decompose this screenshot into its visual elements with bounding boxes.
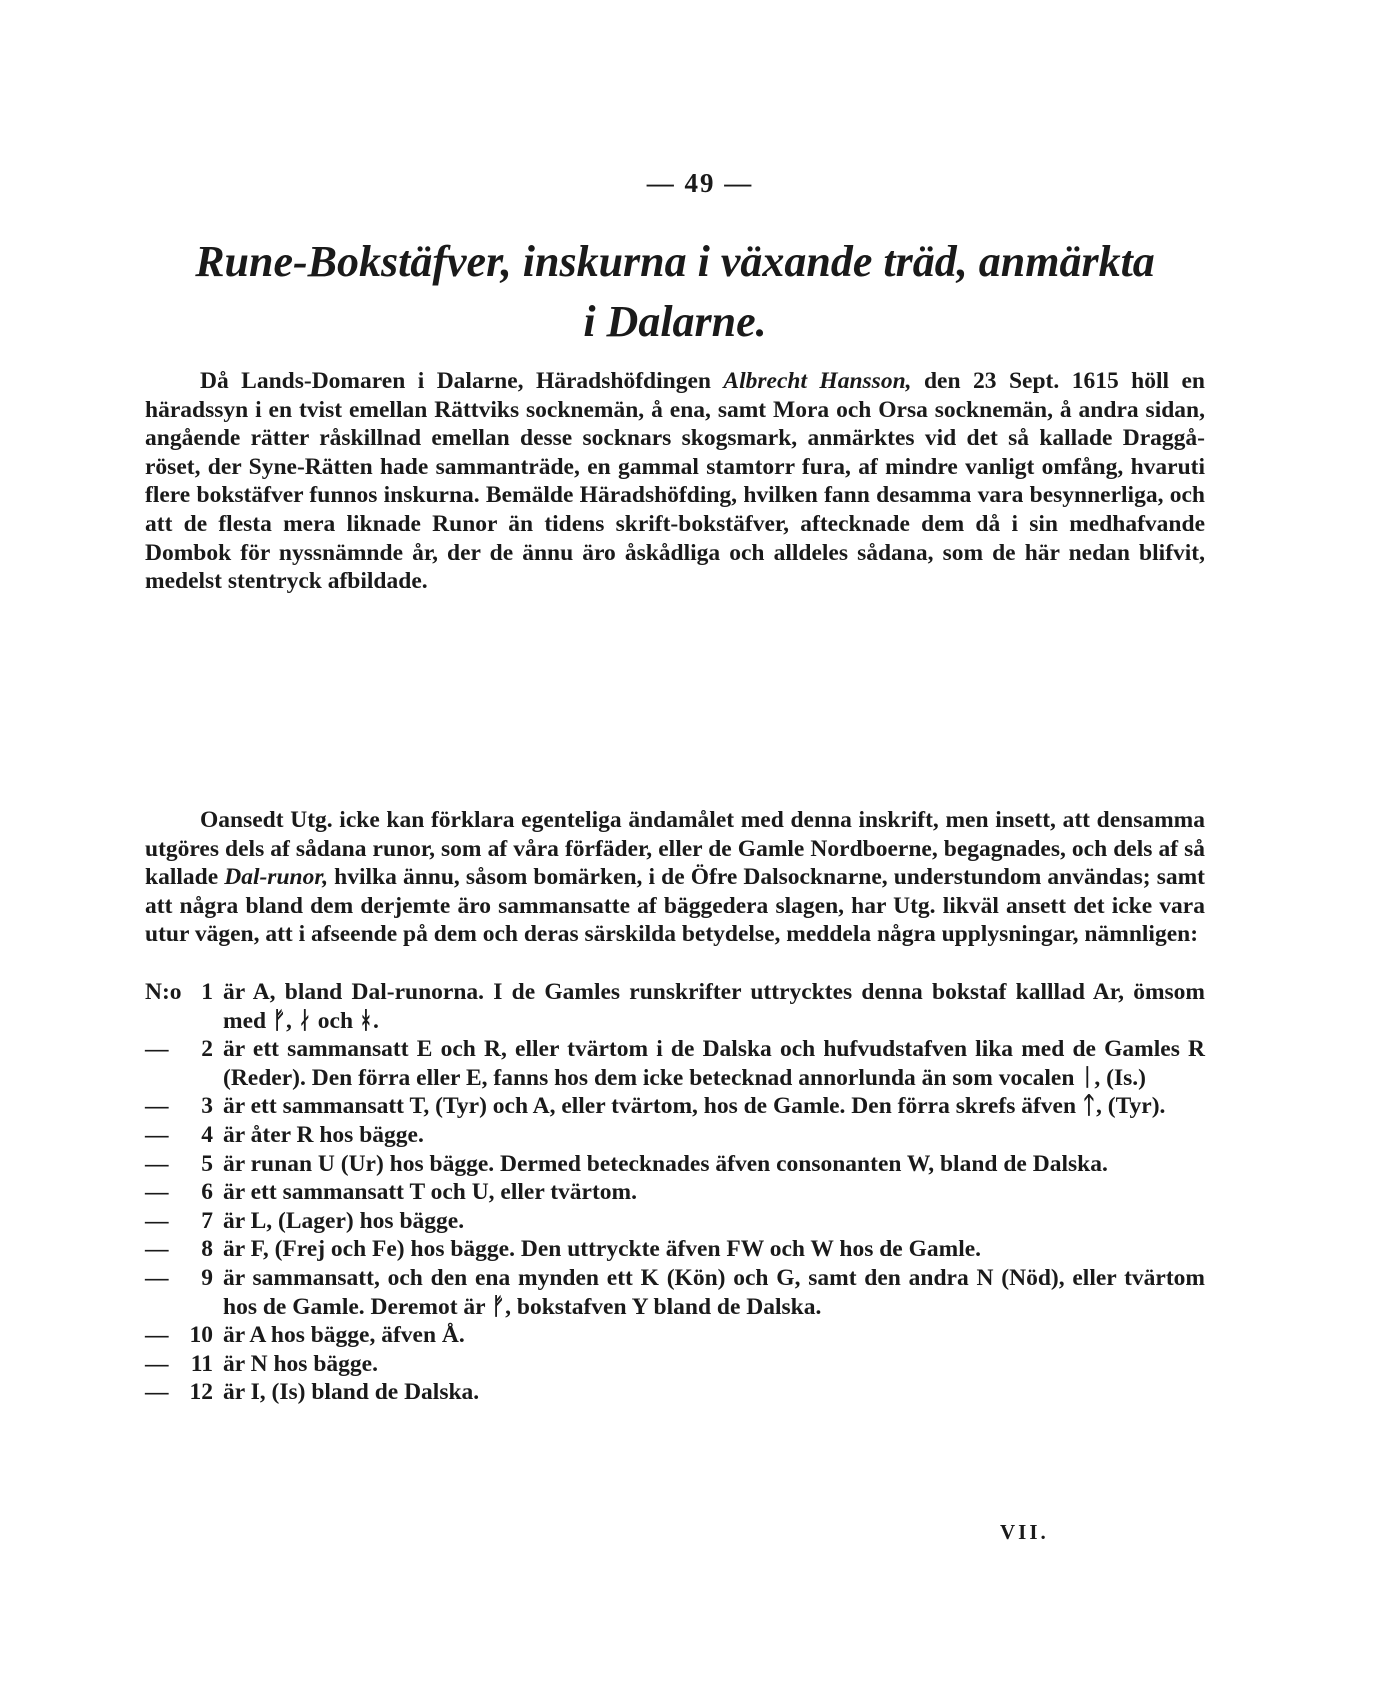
note-mark: N:o [145,979,182,1005]
note-mark: — [145,1350,169,1377]
paragraph-intro-rest: den 23 Sept. 1615 höll en häradssyn i en tvist emellan Rättviks socknemän, å ena, samt Mora och Orsa socknemän, å andra sidan, angående rätter råskillnad emellan desse socknars skogsmark, anmärktes vid det så kallade Draggå-röset, der Syne-Rätten hade sammanträde, en gammal stamtorr fura, af mindre vanligt omfång, hvaruti flere bokstäfver funnos inskurna. Bemälde Häradshöfding, hvilken fann desamma vara besynnerliga, och att de flesta mera liknade Runor än tidens skrift-bokstäfver, aftecknade dem då i sin medhafvande Dombok för nyssnämnde år, der de ännu äro åskådliga och alldeles sådana, som de här nedan blifvit, medelst stentryck afbildade. [145,368,1205,595]
note-text: är ett sammansatt E och R, eller tvärtom i de Dalska och hufvudstafven lika med de Gamles R (Reder). Den förra eller E, fanns hos dem icke betecknad annorlunda än som vocalen ᛁ, (Is.) [223,1036,1205,1091]
note-text: är N hos bägge. [223,1350,378,1377]
note-text: är sammansatt, och den ena mynden ett K (Kön) och G, samt den andra N (Nöd), eller tvärtom hos de Gamle. Deremot är ᚠ, bokstafven Y bland de Dalska. [223,1264,1205,1320]
note-number: 2 [201,1036,213,1063]
note-number: 1 [201,979,213,1005]
note-mark: — [145,1150,169,1177]
note-text: är A, bland Dal-runorna. I de Gamles runskrifter uttrycktes denna bokstaf kalllad Ar, ömsom med ᚠ, ᛅ och ᚼ. [223,979,1205,1034]
list-item [145,978,1205,1035]
note-number: 5 [201,1150,213,1177]
person-name: Albrecht Hansson, [723,368,912,394]
page-title [145,232,1205,352]
list-item [145,1378,1205,1407]
paragraph-intro [145,367,1205,596]
note-number: 11 [190,1350,213,1377]
signature-mark: VII. [1000,1520,1049,1544]
note-mark: — [145,1093,169,1120]
note-mark: — [145,1121,169,1148]
note-mark: — [145,1207,169,1234]
paragraph-intro-start: Då Lands-Domaren i Dalarne, Häradshöfdingen [200,368,724,394]
note-number: 10 [189,1322,213,1349]
note-text: är runan U (Ur) hos bägge. Dermed betecknades äfven consonanten W, bland de Dalska. [223,1150,1108,1177]
note-text: är I, (Is) bland de Dalska. [223,1379,480,1406]
note-number: 8 [201,1236,213,1263]
note-mark: — [145,1264,169,1291]
note-number: 3 [201,1093,213,1120]
list-item [145,1121,1205,1150]
list-item [145,1092,1205,1121]
note-text: är ett sammansatt T och U, eller tvärtom. [223,1179,638,1206]
title-line-2: i Dalarne. [583,297,767,346]
paragraph-explanation [145,806,1205,949]
list-item [145,1035,1205,1092]
dal-runor-term: Dal-runor, [224,864,329,891]
list-item [145,1178,1205,1207]
list-item [145,1264,1205,1321]
note-number: 4 [201,1121,213,1148]
note-number: 9 [201,1264,213,1291]
note-mark: — [145,1236,169,1263]
list-item [145,1235,1205,1264]
list-item [145,1207,1205,1236]
list-item [145,1350,1205,1379]
note-mark: — [145,1379,169,1406]
note-text: är ett sammansatt T, (Tyr) och A, eller tvärtom, hos de Gamle. Den förra skrefs äfven ᛏ, (Tyr). [223,1093,1166,1120]
note-mark: — [145,1322,169,1349]
note-mark: — [145,1179,169,1206]
note-text: är F, (Frej och Fe) hos bägge. Den uttryckte äfven FW och W hos de Gamle. [223,1236,982,1263]
note-text: är A hos bägge, äfven Å. [223,1322,465,1349]
note-number: 6 [201,1179,213,1206]
rune-notes-list [145,978,1205,1407]
note-text: är åter R hos bägge. [223,1121,424,1148]
page-number: — 49 — [646,168,754,198]
note-number: 12 [189,1379,213,1406]
list-item [145,1321,1205,1350]
title-line-1: Rune-Bokstäfver, inskurna i växande träd, anmärkta [195,237,1155,286]
paragraph-explanation-rest: hvilka ännu, såsom bomärken, i de Öfre Dalsocknarne, understundom användas; samt att några bland dem derjemte äro sammansatte af bäggedera slagen, har Utg. likväl ansett det icke vara utur vägen, att i afseende på dem och deras särskilda betydelse, meddela några upplysningar, nämnligen: [145,864,1205,948]
list-item [145,1150,1205,1179]
note-number: 7 [201,1207,213,1234]
note-mark: — [145,1036,169,1063]
paragraph-explanation-start: Oansedt Utg. icke kan förklara egenteliga ändamålet med denna inskrift, men insett, att densamma utgöres dels af sådana runor, som af våra förfäder, eller de Gamle Nordboerne, begagnades, och dels af så kallade [145,807,1205,891]
note-text: är L, (Lager) hos bägge. [223,1207,465,1234]
